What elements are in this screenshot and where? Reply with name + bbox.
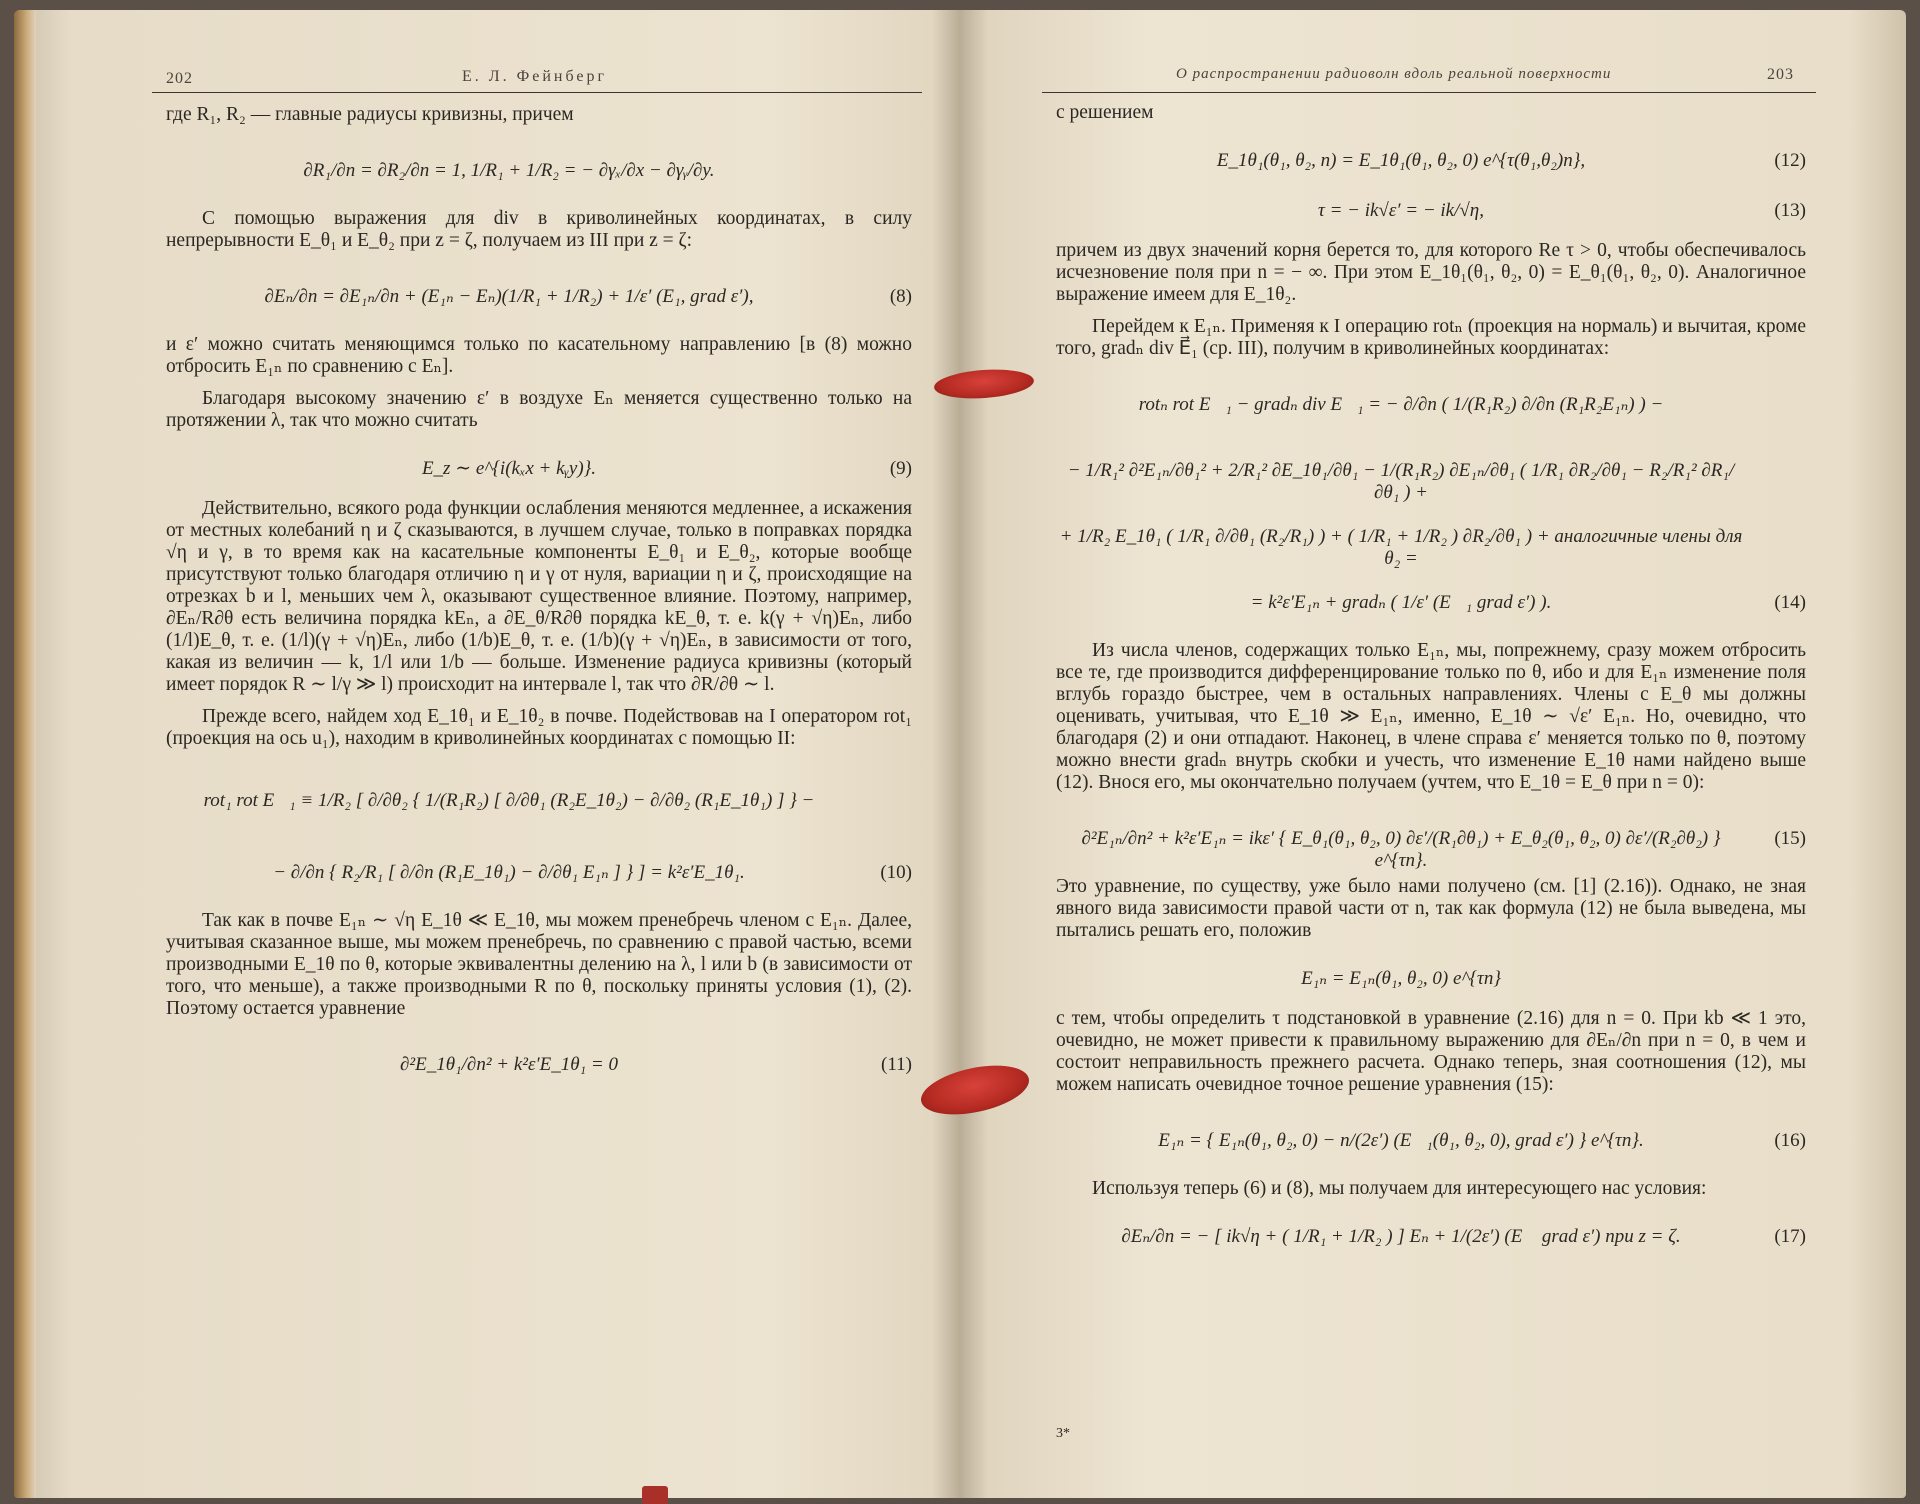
spacer (1056, 124, 1806, 134)
header-rule (152, 92, 922, 93)
equation (1056, 190, 1806, 234)
equation (1056, 958, 1806, 1002)
equation (166, 1036, 912, 1096)
equation-body: ∂R₁/∂n = ∂R₂/∂n = 1, 1/R₁ + 1/R₂ = − ∂γₓ/∂x − ∂γᵧ/∂y. (303, 160, 715, 181)
paragraph: Прежде всего, найдем ход E_1θ₁ и E_1θ₂ в почве. Подействовав на I оператором rot₁ (проекция на ось u₁), находим в криволинейных координатах с помощью II: (166, 706, 912, 749)
equation (166, 766, 912, 838)
equation (1056, 376, 1806, 436)
book-spread (14, 10, 1906, 1498)
paragraph: Перейдем к E₁ₙ. Применяя к I операцию rotₙ (проекция на нормаль) и вычитая, кроме того, gradₙ div E⃗₁ (ср. III), получим в криволинейных координатах: (1056, 316, 1806, 359)
right-body-text (1056, 102, 1806, 1266)
equation-body: E₁ₙ = { E₁ₙ(θ₁, θ₂, 0) − n/(2ε′) (E⃗₁(θ₁, θ₂, 0), grad ε′) } e^{τn}. (1158, 1130, 1644, 1151)
book-edge (14, 10, 36, 1498)
equation (1056, 1112, 1806, 1172)
equation (166, 448, 912, 492)
equation-body: = k²ε′E₁ₙ + gradₙ ( 1/ε′ (E⃗₁ grad ε′) ). (1250, 592, 1552, 613)
equation (1056, 810, 1806, 870)
equation-number: (9) (889, 458, 912, 479)
spacer (166, 696, 912, 706)
paragraph: и ε′ можно считать меняющимся только по касательному направлению [в (8) можно отбросить E₁ₙ по сравнению с Eₙ]. (166, 334, 912, 377)
paragraph: причем из двух значений корня берется то, для которого Re τ > 0, чтобы обеспечивалось исчезновение поля при n = − ∞. При этом E_1θ₁(θ₁, θ₂, 0) = E_θ₁(θ₁, θ₂, 0). Аналогичное выражение имеем для E_1θ₂. (1056, 240, 1806, 305)
spacer (1056, 1096, 1806, 1106)
equation-number: (11) (881, 1054, 912, 1075)
equation-body: − ∂/∂n { R₂/R₁ [ ∂/∂n (R₁E_1θ₁) − ∂/∂θ₁ E₁ₙ ] } ] = k²ε′E_1θ₁. (273, 862, 745, 883)
right-running-head (1042, 62, 1816, 92)
running-title: О распространении радиоволн вдоль реальной поверхности (1176, 66, 1612, 82)
bookmark-ribbon (642, 1486, 668, 1504)
equation-number: (14) (1774, 592, 1806, 613)
left-running-head (152, 62, 922, 92)
equation-number: (13) (1774, 200, 1806, 221)
equation-body: E₁ₙ = E₁ₙ(θ₁, θ₂, 0) e^{τn} (1301, 968, 1501, 989)
spacer (166, 252, 912, 262)
signature-mark: 3* (1056, 1426, 1070, 1441)
spacer (1056, 306, 1806, 316)
spacer (166, 126, 912, 136)
equation-number: (16) (1774, 1130, 1806, 1151)
paragraph: с решением (1056, 102, 1154, 123)
left-page (152, 10, 922, 1498)
equation-body: E_z ∼ e^{i(kₓx + kᵧy)}. (421, 458, 597, 479)
spacer (166, 432, 912, 442)
equation-number: (15) (1774, 828, 1806, 849)
equation-body: ∂²E_1θ₁/∂n² + k²ε′E_1θ₁ = 0 (400, 1054, 618, 1075)
equation-body: ∂Eₙ/∂n = ∂E₁ₙ/∂n + (E₁ₙ − Eₙ)(1/R₁ + 1/R₂) + 1/ε′ (E₁, grad ε′), (264, 286, 754, 307)
spacer (166, 378, 912, 388)
equation (1056, 1216, 1806, 1260)
paragraph: Это уравнение, по существу, уже было нами получено (см. [1] (2.16)). Однако, не зная явного вида зависимости правой части от n, так как формула (12) не была выведена, мы пытались решать его, положив (1056, 876, 1806, 941)
equation-number: (8) (889, 286, 912, 307)
header-rule (1042, 92, 1816, 93)
equation-body: ∂Eₙ/∂n = − [ ik√η + ( 1/R₁ + 1/R₂ ) ] Eₙ + 1/(2ε′) (E⃗ grad ε′) при z = ζ. (1121, 1226, 1681, 1247)
equation-body: τ = − ik√ε′ = − ik/√η, (1318, 200, 1484, 221)
equation (1056, 140, 1806, 184)
paragraph: Используя теперь (6) и (8), мы получаем для интересующего нас условия: (1092, 1178, 1707, 1199)
paragraph: Так как в почве E₁ₙ ∼ √η E_1θ ≪ E_1θ, мы можем пренебречь членом с E₁ₙ. Далее, учитывая сказанное выше, мы можем пренебречь, по сравнению с правой частью, всеми производными E_1θ по θ, которые эквивалентны делению на λ, l или b (в зависимости от того, что меньше), а также производными R по θ, поскольку приняты условия (1), (2). Поэтому остается уравнение (166, 910, 912, 1019)
spacer (1056, 942, 1806, 952)
paragraph: Из числа членов, содержащих только E₁ₙ, мы, попрежнему, сразу можем отбросить все те, где производится дифференцирование только по θ, ибо и для E₁ₙ изменение поля вглубь гораздо быстрее, чем в остальных направлениях. Члены с E_θ мы должны оценивать, учитывая, что E_1θ ≫ E₁ₙ, именно, E_1θ ∼ √ε′ E₁ₙ. Но, очевидно, что благодаря (2) и они отпадают. Наконец, в члене справа ε′ меняется только по θ, поэтому можно внести gradₙ внутрь скобки и учесть, что изменение E_1θ нами найдено выше (12). Внося его, мы окончательно получаем (учтем, что E_1θ = E_θ при n = 0): (1056, 640, 1806, 793)
paragraph: С помощью выражения для div в криволинейных координатах, в силу непрерывности E_θ₁ и E_θ₂ при z = ζ, получаем из III при z = ζ: (166, 208, 912, 251)
equation (166, 844, 912, 904)
right-page (1042, 10, 1816, 1498)
equation (1056, 508, 1806, 568)
equation (166, 268, 912, 328)
equation-number: (17) (1774, 1226, 1806, 1247)
equation (1056, 442, 1806, 502)
equation-body: ∂²E₁ₙ/∂n² + k²ε′E₁ₙ = ikε′ { E_θ₁(θ₁, θ₂, 0) ∂ε′/(R₁∂θ₁) + E_θ₂(θ₁, θ₂, 0) ∂ε′/(R₂∂θ₂) } e^{τn}. (1081, 828, 1721, 871)
author-name: Е. Л. Фейнберг (462, 68, 608, 85)
equation-body: rot₁ rot E⃗₁ ≡ 1/R₂ [ ∂/∂θ₂ { 1/(R₁R₂) [ ∂/∂θ₁ (R₂E_1θ₂) − ∂/∂θ₂ (R₁E_1θ₁) ] } − (203, 790, 815, 811)
paragraph: с тем, чтобы определить τ подстановкой в уравнение (2.16) для n = 0. При kb ≪ 1 это, очевидно, не может привести к правильному выражению для ∂Eₙ/∂n при n = 0, в чем и состоит неправильность прежнего расчета. Однако теперь, зная соотношения (12), мы можем написать очевидное точное решение уравнения (15): (1056, 1008, 1806, 1095)
equation-body: + 1/R₂ E_1θ₁ ( 1/R₁ ∂/∂θ₁ (R₂/R₁) ) + ( 1/R₁ + 1/R₂ ) ∂R₂/∂θ₁ ) + аналогичные члены для θ₂ = (1059, 526, 1743, 569)
equation-body: E_1θ₁(θ₁, θ₂, n) = E_1θ₁(θ₁, θ₂, 0) e^{τ(θ₁,θ₂)n}, (1216, 150, 1586, 171)
page-number-right: 203 (1767, 66, 1794, 83)
spacer (166, 1020, 912, 1030)
equation-body: rotₙ rot E⃗₁ − gradₙ div E⃗₁ = − ∂/∂n ( 1/(R₁R₂) ∂/∂n (R₁R₂E₁ₙ) ) − (1138, 394, 1664, 415)
paragraph: Действительно, всякого рода функции ослабления меняются медленнее, а искажения от местных колебаний η и ζ сказываются, в лучшем случае, только в поправках порядка √η и γ, в то время как на касательные компоненты E_θ₁ и E_θ₂, которые вообще присутствуют только благодаря отличию η и γ от нуля, вариации η и ζ, происходящие на отрезках b и l, меньших чем λ, оказывают существенное влияние. Поэтому, например, ∂Eₙ/R∂θ есть величина порядка kEₙ, а ∂E_θ/R∂θ порядка kE_θ, т. е. k(γ + √η)Eₙ, либо (1/l)E_θ, т. е. (1/l)(γ + √η)Eₙ, либо (1/b)E_θ, т. е. (1/b)(γ + √η)Eₙ, в зависимости от того, какая из величин — k, 1/l или 1/b — больше. Изменение радиуса кривизны (который имеет порядок R ∼ l/γ ≫ l) происходит на интервале l, так что ∂R/∂θ ∼ l. (166, 498, 912, 695)
page-number-left: 202 (166, 70, 193, 87)
spacer (1056, 360, 1806, 370)
equation-body: − 1/R₁² ∂²E₁ₙ/∂θ₁² + 2/R₁² ∂E_1θ₁/∂θ₁ − 1/(R₁R₂) ∂E₁ₙ/∂θ₁ ( 1/R₁ ∂R₂/∂θ₁ − R₂/R₁² ∂R₁/∂θ₁ ) + (1067, 460, 1735, 503)
equation-number: (10) (880, 862, 912, 883)
equation (166, 142, 912, 202)
equation (1056, 574, 1806, 634)
left-body-text (166, 104, 912, 1102)
paragraph: где R₁, R₂ — главные радиусы кривизны, причем (166, 104, 574, 125)
equation-number: (12) (1774, 150, 1806, 171)
spacer (166, 750, 912, 760)
binding-thread (933, 367, 1035, 402)
binding-thread (917, 1057, 1034, 1123)
spacer (1056, 1200, 1806, 1210)
paragraph: Благодаря высокому значению ε′ в воздухе Eₙ меняется существенно только на протяжении λ, так что можно считать (166, 388, 912, 431)
spacer (1056, 794, 1806, 804)
